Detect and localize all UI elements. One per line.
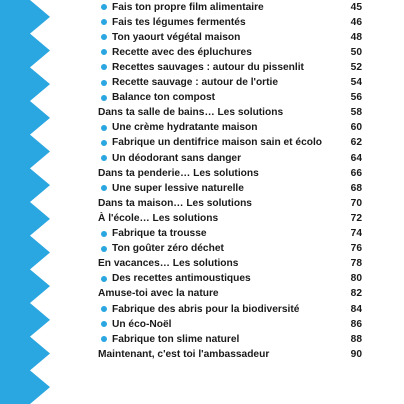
toc-entry-label: Fabrique des abris pour la biodiversité (112, 303, 300, 315)
toc-entry-page: 86 (350, 318, 362, 330)
toc-entry-label: Ton goûter zéro déchet (112, 243, 224, 255)
toc-entry (98, 91, 362, 105)
toc-entry-label: Dans ta maison… Les solutions (98, 197, 252, 209)
toc-entry (98, 317, 362, 331)
toc-entry-title (98, 228, 207, 239)
toc-entry-label: Un déodorant sans danger (112, 152, 242, 164)
toc-entry-page: 72 (350, 212, 362, 224)
bullet-dot-icon (101, 80, 107, 86)
toc-entry-page: 50 (350, 46, 362, 58)
toc-entry-title (98, 62, 304, 73)
toc-entry-title (98, 77, 278, 88)
bullet-dot-icon (101, 276, 107, 282)
toc-entry (98, 30, 362, 44)
toc-entry (98, 242, 362, 256)
toc-entry-page: 45 (350, 1, 362, 13)
bullet-dot-icon (101, 246, 107, 252)
toc-entry-label: Un éco-Noël (112, 318, 172, 330)
toc-entry-title (98, 183, 244, 194)
toc-entry-page: 48 (350, 31, 362, 43)
toc-entry-page: 60 (350, 122, 362, 134)
toc-entry-label: Recette sauvage : autour de l'ortie (112, 77, 279, 88)
toc-entry-title (98, 92, 215, 103)
bullet-dot-icon (101, 125, 107, 131)
toc-entry (98, 15, 362, 29)
bullet-dot-icon (101, 95, 107, 101)
bullet-dot-icon (101, 4, 107, 10)
bullet-dot-icon (101, 336, 107, 342)
toc-entry-label: Fabrique ta trousse (112, 228, 207, 239)
toc-entry-label: Ton yaourt végétal maison (112, 31, 241, 43)
bullet-dot-icon (101, 321, 107, 327)
toc-entry-title (98, 17, 246, 28)
toc-entry-title (98, 213, 218, 224)
toc-entry (98, 181, 362, 195)
toc-entry-label: Amuse-toi avec la nature (98, 288, 219, 300)
toc-entry-title (98, 122, 258, 133)
toc-entry-title (98, 243, 224, 254)
toc-entry (98, 211, 362, 225)
toc-entry-label: Maintenant, c'est toi l'ambassadeur (98, 348, 270, 360)
toc-entry-title (98, 2, 264, 13)
toc-entry-label: Fabrique un dentifrice maison sain et écolo (112, 137, 323, 149)
toc-entry-page: 88 (350, 333, 362, 345)
toc-entry-label: Une super lessive naturelle (112, 182, 244, 194)
bullet-dot-icon (101, 19, 107, 25)
toc-entry-title (98, 288, 219, 299)
toc-entry-title (98, 137, 322, 148)
toc-entry-label: Des recettes antimoustiques (112, 273, 251, 285)
toc-entry-label: Une crème hydratante maison (112, 122, 258, 134)
toc-entry-label: Recettes sauvages : autour du pissenlit (112, 61, 304, 73)
toc-entry-title (98, 273, 251, 284)
toc-entry-title (98, 198, 252, 209)
bullet-dot-icon (101, 49, 107, 55)
toc-entry-title (98, 349, 269, 360)
bullet-dot-icon (101, 34, 107, 40)
toc-entry-page: 52 (350, 61, 362, 73)
toc-entry (98, 60, 362, 74)
toc-entry (98, 287, 362, 301)
toc-entry-page: 54 (350, 77, 362, 88)
toc-entry (98, 166, 362, 180)
toc-entry-title (98, 153, 241, 164)
toc-entry-label: En vacances… Les solutions (98, 258, 239, 270)
bullet-dot-icon (101, 140, 107, 146)
toc-entry (98, 272, 362, 286)
toc-entry (98, 347, 362, 361)
toc-entry-page: 76 (350, 243, 362, 255)
toc-entry-page: 90 (350, 348, 362, 360)
toc-entry (98, 136, 362, 150)
toc-entry-label: Dans ta salle de bains… Les solutions (98, 107, 284, 119)
toc-entry-page: 84 (350, 303, 362, 315)
toc-entry-title (98, 107, 283, 118)
bullet-dot-icon (101, 185, 107, 191)
toc-entry-page: 74 (350, 228, 362, 239)
toc-entry-title (98, 32, 240, 43)
toc-entry (98, 257, 362, 271)
zigzag-border (0, 0, 52, 404)
toc-entry-page: 68 (350, 182, 362, 194)
toc-entry-page: 70 (350, 197, 362, 209)
toc-entry-label: Fais ton propre film alimentaire (112, 1, 264, 13)
toc-entry-page: 62 (350, 137, 362, 149)
toc-entry-title (98, 319, 171, 330)
toc-entry-title (98, 334, 239, 345)
toc-entry-page: 46 (350, 16, 362, 28)
toc-entry-title (98, 47, 252, 58)
bullet-dot-icon (101, 64, 107, 70)
toc-entry (98, 151, 362, 165)
bullet-dot-icon (101, 231, 107, 237)
toc-entry-label: Recette avec des épluchures (112, 46, 252, 58)
toc-entry (98, 121, 362, 135)
toc-entry (98, 76, 362, 90)
toc-entry (98, 106, 362, 120)
toc-entry-label: Balance ton compost (112, 92, 216, 104)
toc-entry-label: À l'école… Les solutions (98, 212, 219, 224)
toc-entry-page: 58 (350, 107, 362, 119)
toc-entry (98, 302, 362, 316)
toc-entry-label: Dans ta penderie… Les solutions (98, 167, 259, 179)
toc-entry-page: 82 (350, 288, 362, 300)
bullet-dot-icon (101, 155, 107, 161)
toc-entry-page: 64 (350, 152, 362, 164)
toc-entry (98, 45, 362, 59)
toc-entry (98, 196, 362, 210)
toc-entry-label: Fabrique ton slime naturel (112, 333, 240, 345)
toc-entry (98, 332, 362, 346)
toc-entry-title (98, 304, 299, 315)
toc-entry-page: 80 (350, 273, 362, 285)
toc-entry-title (98, 168, 259, 179)
toc-entry-page: 56 (350, 92, 362, 104)
toc-entry-page: 78 (350, 258, 362, 270)
toc-entry (98, 0, 362, 14)
toc-entry-label: Fais tes légumes fermentés (112, 16, 246, 28)
toc-entry-title (98, 258, 238, 269)
toc-entry-page: 66 (350, 167, 362, 179)
bullet-dot-icon (101, 306, 107, 312)
toc-entry (98, 227, 362, 241)
